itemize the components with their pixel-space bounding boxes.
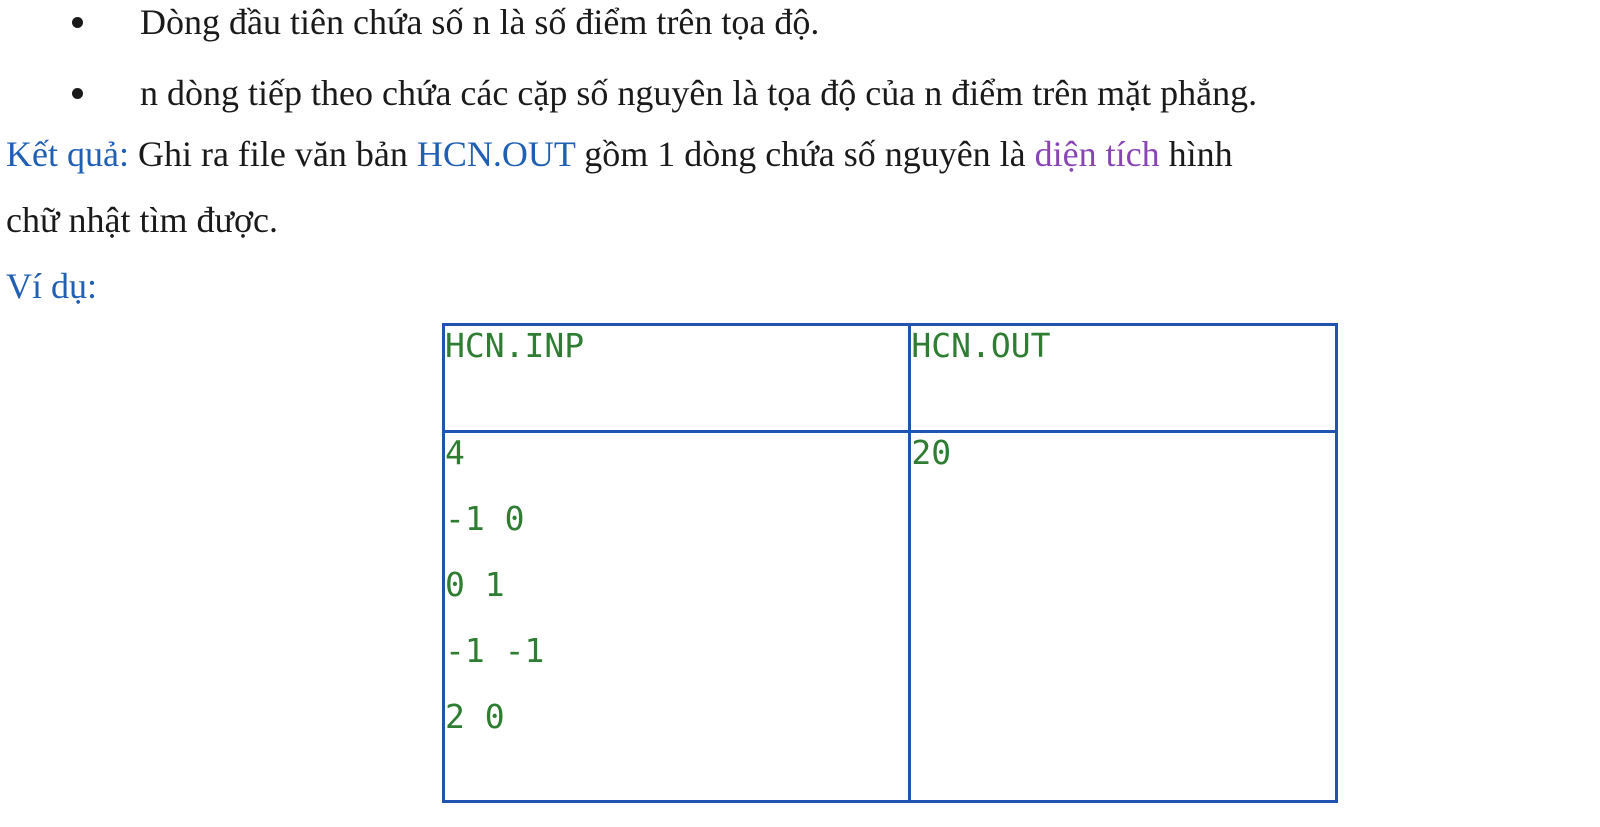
bullet-item-2: n dòng tiếp theo chứa các cặp số nguyên là tọa độ của n điểm trên mặt phẳng. xyxy=(140,73,1258,113)
output-cell xyxy=(910,432,1337,802)
area-highlight: diện tích xyxy=(1034,134,1160,174)
input-line: 2 0 xyxy=(445,697,505,736)
result-label: Kết quả: xyxy=(6,134,129,174)
bullet-dot-2 xyxy=(72,88,83,99)
input-line: -1 0 xyxy=(445,499,525,538)
result-text-2: gồm 1 dòng chứa số nguyên là xyxy=(575,134,1035,174)
bullet-item-1: Dòng đầu tiên chứa số n là số điểm trên tọa độ. xyxy=(140,2,820,42)
input-line: 0 1 xyxy=(445,565,505,604)
input-line: -1 -1 xyxy=(445,631,545,670)
header-input-file: HCN.INP xyxy=(444,325,910,432)
input-cell xyxy=(444,432,910,802)
table-header-row xyxy=(444,325,1337,432)
result-paragraph xyxy=(6,134,1233,174)
result-continuation: chữ nhật tìm được. xyxy=(6,200,279,240)
table-body-row xyxy=(444,432,1337,802)
example-table xyxy=(442,323,1338,803)
input-line: 4 xyxy=(445,433,465,472)
result-text-3: hình xyxy=(1159,134,1233,174)
output-line: 20 xyxy=(911,433,952,472)
result-text-1: Ghi ra file văn bản xyxy=(128,134,417,174)
bullet-dot-1 xyxy=(72,17,83,28)
header-output-file: HCN.OUT xyxy=(910,325,1337,432)
example-label: Ví dụ: xyxy=(6,266,98,306)
output-file-name: HCN.OUT xyxy=(416,134,576,174)
